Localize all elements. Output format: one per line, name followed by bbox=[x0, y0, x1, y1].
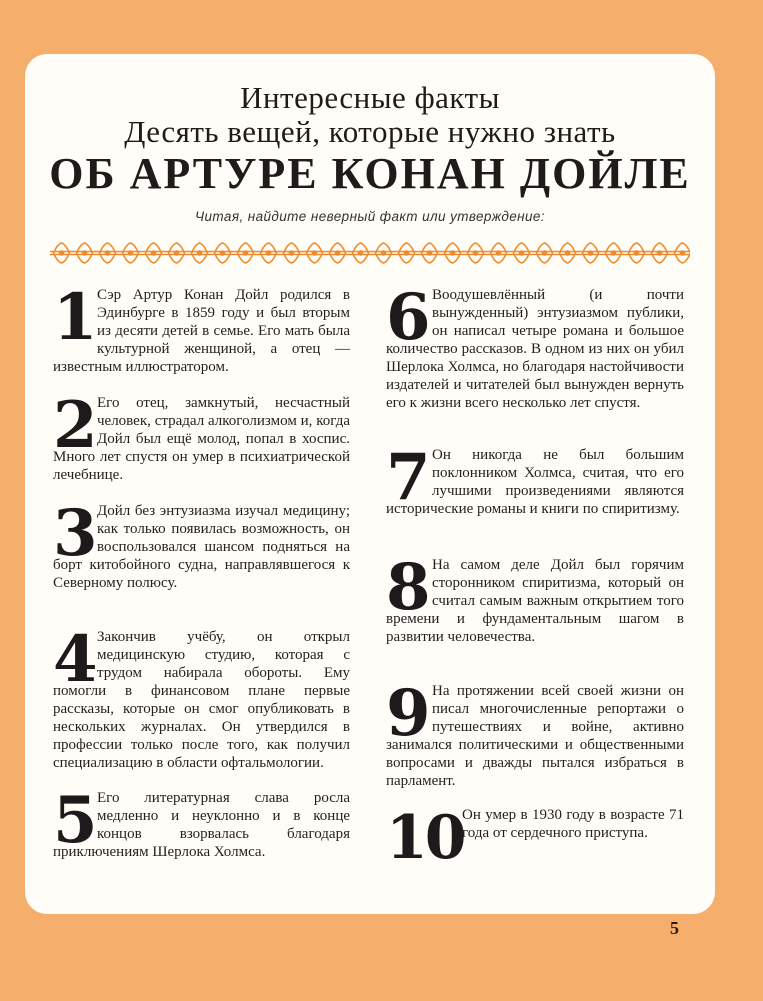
fact-9 bbox=[386, 676, 684, 790]
fact-3 bbox=[53, 496, 350, 592]
ornament-dot bbox=[336, 251, 340, 255]
ornament-dot bbox=[221, 251, 225, 255]
ornament-dot bbox=[635, 251, 639, 255]
ornament-dot bbox=[612, 251, 616, 255]
ornament-dot bbox=[566, 251, 570, 255]
ornament-dot bbox=[681, 251, 685, 255]
ornament-dot bbox=[474, 251, 478, 255]
ornament-dot bbox=[83, 251, 87, 255]
fact-number: 7 bbox=[386, 440, 431, 515]
ornament-dot bbox=[428, 251, 432, 255]
ornament-dot bbox=[405, 251, 409, 255]
fact-text: Его отец, замкнутый, несчастный человек, страдал алкоголизмом и, когда Дойл был ещё молод, попал в хоспис. Много лет спустя он умер в психиатрической лечебнице. bbox=[53, 395, 350, 483]
fact-text: Воодушевлённый (и почти вынужденный) энтузиазмом публики, он написал четыре романа и большое количество рассказов. В одном из них он убил Шерлока Холмса, но благодаря настойчивости издателей и читателей был вынужден вернуть его к жизни всего несколько лет спустя. bbox=[386, 287, 684, 411]
ornament-dot bbox=[359, 251, 363, 255]
ornament-dot bbox=[152, 251, 156, 255]
ornament-dot bbox=[290, 251, 294, 255]
ornament-dot bbox=[658, 251, 662, 255]
ornament-dot bbox=[589, 251, 593, 255]
fact-7 bbox=[386, 440, 684, 518]
ornament-dot bbox=[244, 251, 248, 255]
ornament-dot bbox=[129, 251, 133, 255]
fact-number: 1 bbox=[53, 280, 98, 355]
fact-4 bbox=[53, 622, 350, 772]
heading-line-3: ОБ АРТУРЕ КОНАН ДОЙЛЕ bbox=[49, 149, 691, 198]
ornament-dot bbox=[382, 251, 386, 255]
fact-text: Он никогда не был большим поклонником Холмса, считая, что его лучшими произведениями являются исторические романы и книги по спиритизму. bbox=[386, 447, 684, 517]
fact-number: 10 bbox=[386, 803, 464, 873]
fact-text: На протяжении всей своей жизни он писал многочисленные репортажи о путешествиях и войне, активно занимался политическими и общественными вопросами и дважды пытался избраться в парламент. bbox=[386, 683, 684, 789]
fact-text: На самом деле Дойл был горячим сторонником спиритизма, который он считал самым важным открытием того времени и фундаментальным шагом в развитии человечества. bbox=[386, 557, 684, 645]
heading-line-1: Интересные факты bbox=[240, 80, 500, 115]
fact-number: 8 bbox=[386, 550, 431, 625]
heading-line-2: Десять вещей, которые нужно знать bbox=[124, 114, 616, 149]
ornament-dot bbox=[267, 251, 271, 255]
ornament-dot bbox=[198, 251, 202, 255]
fact-2 bbox=[53, 388, 350, 484]
fact-5 bbox=[53, 783, 350, 861]
fact-1 bbox=[53, 280, 350, 376]
fact-text: Он умер в 1930 году в возрасте 71 года от сердечного приступа. bbox=[462, 807, 684, 841]
fact-text: Закончив учёбу, он открыл медицинскую студию, которая с трудом набирала обороты. Ему помогли в финансовом плане первые рассказы, которые он смог опубликовать в нескольких журналах. Он утвердился в профессии только после того, как получил специализацию в области офтальмологии. bbox=[53, 629, 350, 771]
ornament-dot bbox=[313, 251, 317, 255]
fact-text: Его литературная слава росла медленно и неуклонно и в конце концов взорвалась благодаря приключениям Шерлока Холмса. bbox=[53, 790, 350, 860]
fact-number: 4 bbox=[53, 622, 98, 697]
ornament-dot bbox=[543, 251, 547, 255]
ornament-dot bbox=[520, 251, 524, 255]
ornament-dot bbox=[106, 251, 110, 255]
ornament-dot bbox=[60, 251, 64, 255]
fact-number: 3 bbox=[53, 496, 98, 571]
fact-number: 5 bbox=[53, 783, 98, 858]
content-card bbox=[25, 54, 715, 914]
fact-8 bbox=[386, 550, 684, 646]
ornamental-divider bbox=[50, 240, 690, 266]
fact-number: 2 bbox=[53, 388, 98, 463]
page-number: 5 bbox=[670, 918, 679, 938]
instruction-text: Читая, найдите неверный факт или утверждение: bbox=[195, 209, 545, 224]
fact-text: Дойл без энтузиазма изучал медицину; как только появилась возможность, он воспользовался шансом подняться на борт китобойного судна, направлявшегося к Северному полюсу. bbox=[53, 503, 350, 591]
fact-10 bbox=[386, 803, 684, 873]
fact-text: Сэр Артур Конан Дойл родился в Эдинбурге в 1859 году и был вторым из десяти детей в семье. Его мать была культурной женщиной, а отец — известным иллюстратором. bbox=[53, 287, 350, 375]
fact-number: 9 bbox=[386, 676, 431, 751]
fact-number: 6 bbox=[386, 280, 431, 355]
ornament-dot bbox=[175, 251, 179, 255]
ornament-dot bbox=[497, 251, 501, 255]
fact-6 bbox=[386, 280, 684, 412]
ornament-dot bbox=[451, 251, 455, 255]
